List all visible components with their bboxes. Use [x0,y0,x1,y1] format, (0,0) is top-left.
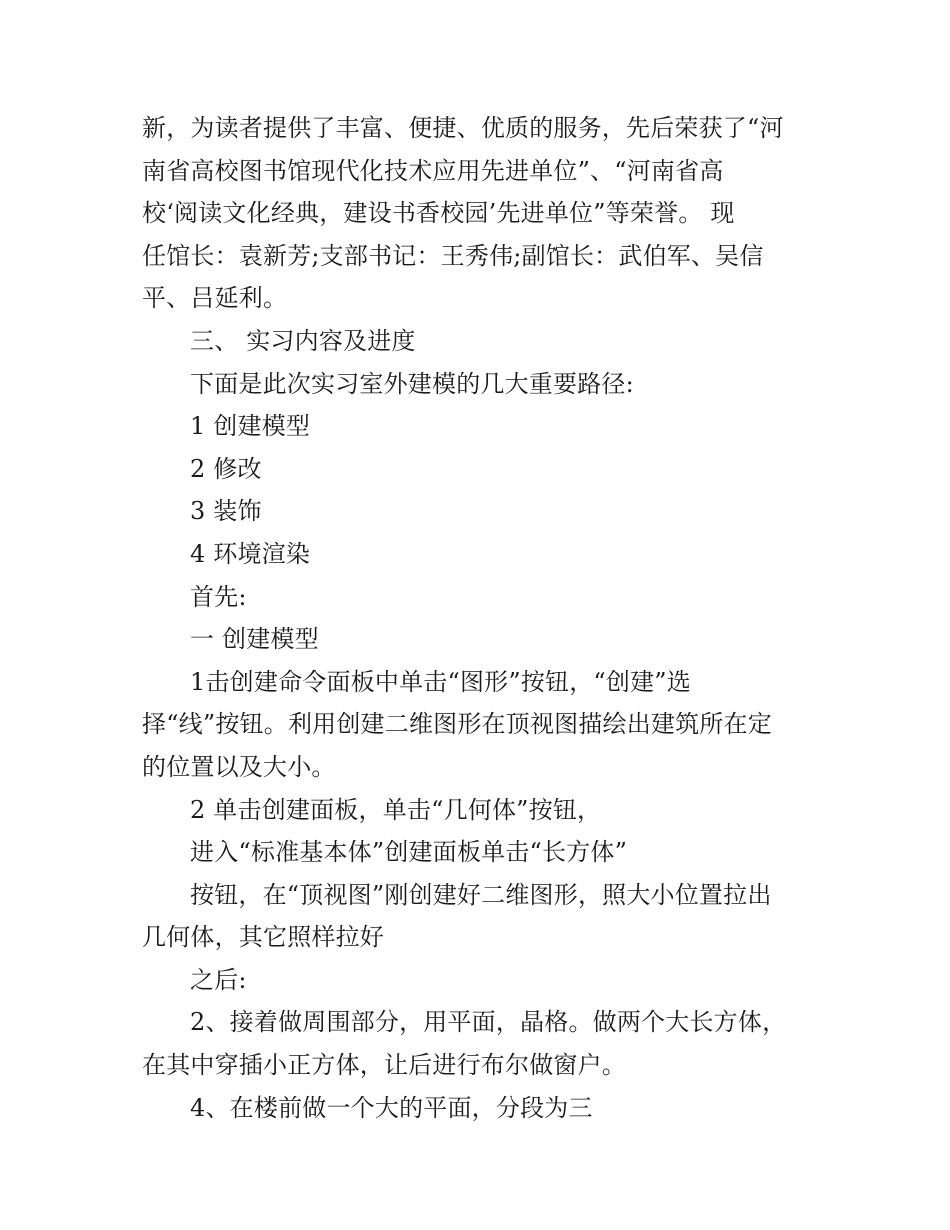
text-line: 之后: [190,965,247,994]
text-line: 首先: [190,582,247,611]
text-line: 新，为读者提供了丰富、便捷、优质的服务，先后荣获了“河 [142,114,784,142]
text-line: 在其中穿插小正方体，让后进行布尔做窗户。 [142,1051,626,1080]
text-line: 任馆长：袁新芳;支部书记：王秀伟;副馆长：武伯军、吴信 [142,241,764,270]
text-line: 1击创建命令面板中单击“图形”按钮，“创建”选 [190,667,691,696]
text-line: 按钮，在“顶视图”刚创建好二维图形，照大小位置拉出 [190,880,772,909]
text-line: 平、吕延利。 [142,284,288,313]
list-item: 1 创建模型 [190,412,311,441]
text-line: 择“线”按钮。利用创建二维图形在顶视图描绘出建筑所在定 [142,710,772,739]
list-item: 4 环境渲染 [190,539,311,568]
subsection-heading: 一 创建模型 [190,625,319,654]
text-line: 的位置以及大小。 [142,752,336,781]
document-body [142,107,822,1129]
list-item: 2 修改 [190,454,262,483]
text-line: 南省高校图书馆现代化技术应用先进单位”、“河南省高 [142,156,724,185]
list-item: 3 装饰 [190,497,262,526]
text-line: 下面是此次实习室外建模的几大重要路径: [190,369,634,398]
text-line: 几何体，其它照样拉好 [142,923,384,952]
section-heading: 三、 实习内容及进度 [190,326,416,355]
text-line: 进入“标准基本体”创建面板单击“长方体” [190,838,628,867]
text-line: 4、在楼前做一个大的平面，分段为三 [190,1093,593,1122]
text-line: 2 单击创建面板，单击“几何体”按钮， [190,795,602,824]
text-line: 校‘阅读文化经典，建设书香校园’先进单位”等荣誉。 现 [142,199,735,228]
text-line: 2、接着做周围部分，用平面，晶格。做两个大长方体， [190,1008,787,1037]
